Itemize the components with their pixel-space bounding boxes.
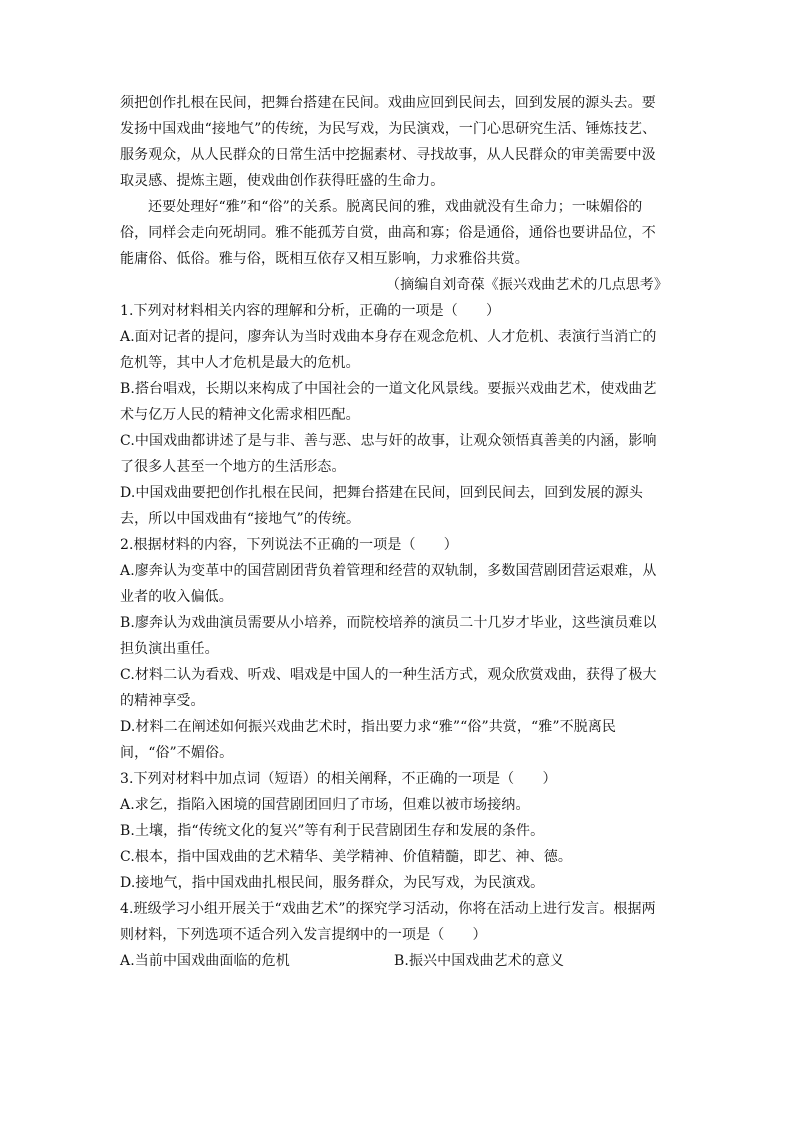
question-stem: 2.根据材料的内容，下列说法不正确的一项是（ ） xyxy=(120,537,458,553)
question-1 xyxy=(120,298,668,532)
option-d: D.材料二在阐述如何振兴戏曲艺术时，指出要力求“雅”“俗”共赏，“雅”不脱离民间，“俗”不媚俗。 xyxy=(120,719,617,761)
option-a: A.求乞，指陷入困境的国营剧团回归了市场，但难以被市场接纳。 xyxy=(120,797,530,813)
question-2 xyxy=(120,532,668,766)
option-b: B.土壤，指“传统文化的复兴”等有利于民营剧团生存和发展的条件。 xyxy=(120,823,545,839)
passage-source: （摘编自刘奇葆《振兴戏曲艺术的几点思考》 xyxy=(386,277,668,293)
option-b: B.振兴中国戏曲艺术的意义 xyxy=(394,953,565,969)
question-stem: 4.班级学习小组开展关于“戏曲艺术”的探究学习活动，你将在活动上进行发言。根据两则材料，下列选项不适合列入发言提纲中的一项是（ ） xyxy=(120,901,656,943)
option-c: C.根本，指中国戏曲的艺术精华、美学精神、价值精髓，即艺、神、德。 xyxy=(120,849,572,865)
passage-paragraph-2: 还要处理好“雅”和“俗”的关系。脱离民间的雅，戏曲就没有生命力；一味媚俗的俗，同样会走向死胡同。雅不能孤芳自赏，曲高和寡；俗是通俗，通俗也要讲品位，不能庸俗、低俗。雅与俗，既相互依存又相互影响，力求雅俗共赏。 xyxy=(120,199,656,267)
question-4 xyxy=(120,896,668,974)
option-a: A.当前中国戏曲面临的危机 xyxy=(120,953,290,969)
question-3 xyxy=(120,766,668,896)
document-content xyxy=(120,90,668,974)
option-a: A.面对记者的提问，廖奔认为当时戏曲本身存在观念危机、人才危机、表演行当消亡的危机等，其中人才危机是最大的危机。 xyxy=(120,329,657,371)
option-c: C.材料二认为看戏、听戏、唱戏是中国人的一种生活方式，观众欣赏戏曲，获得了极大的精神享受。 xyxy=(120,667,657,709)
option-b: B.搭台唱戏，长期以来构成了中国社会的一道文化风景线。要振兴戏曲艺术，使戏曲艺术与亿万人民的精神文化需求相匹配。 xyxy=(120,381,657,423)
option-a: A.廖奔认为变革中的国营剧团背负着管理和经营的双轨制，多数国营剧团营运艰难，从业者的收入偏低。 xyxy=(120,563,657,605)
options-row xyxy=(120,948,668,974)
option-d: D.接地气，指中国戏曲扎根民间，服务群众，为民写戏，为民演戏。 xyxy=(120,875,545,891)
option-d: D.中国戏曲要把创作扎根在民间，把舞台搭建在民间，回到民间去，回到发展的源头去，所以中国戏曲有“接地气”的传统。 xyxy=(120,485,643,527)
passage-paragraph-1: 须把创作扎根在民间，把舞台搭建在民间。戏曲应回到民间去，回到发展的源头去。要发扬中国戏曲“接地气”的传统，为民写戏，为民演戏，一门心思研究生活、锤炼技艺、服务观众，从人民群众的日常生活中挖掘素材、寻找故事，从人民群众的审美需要中汲取灵感、提炼主题，使戏曲创作获得旺盛的生命力。 xyxy=(120,95,657,189)
option-c: C.中国戏曲都讲述了是与非、善与恶、忠与奸的故事，让观众领悟真善美的内涵，影响了很多人甚至一个地方的生活形态。 xyxy=(120,433,657,475)
option-b: B.廖奔认为戏曲演员需要从小培养，而院校培养的演员二十几岁才毕业，这些演员难以担负演出重任。 xyxy=(120,615,657,657)
question-stem: 1.下列对材料相关内容的理解和分析，正确的一项是（ ） xyxy=(120,303,501,319)
question-stem: 3.下列对材料中加点词（短语）的相关阐释，不正确的一项是（ ） xyxy=(120,771,557,787)
